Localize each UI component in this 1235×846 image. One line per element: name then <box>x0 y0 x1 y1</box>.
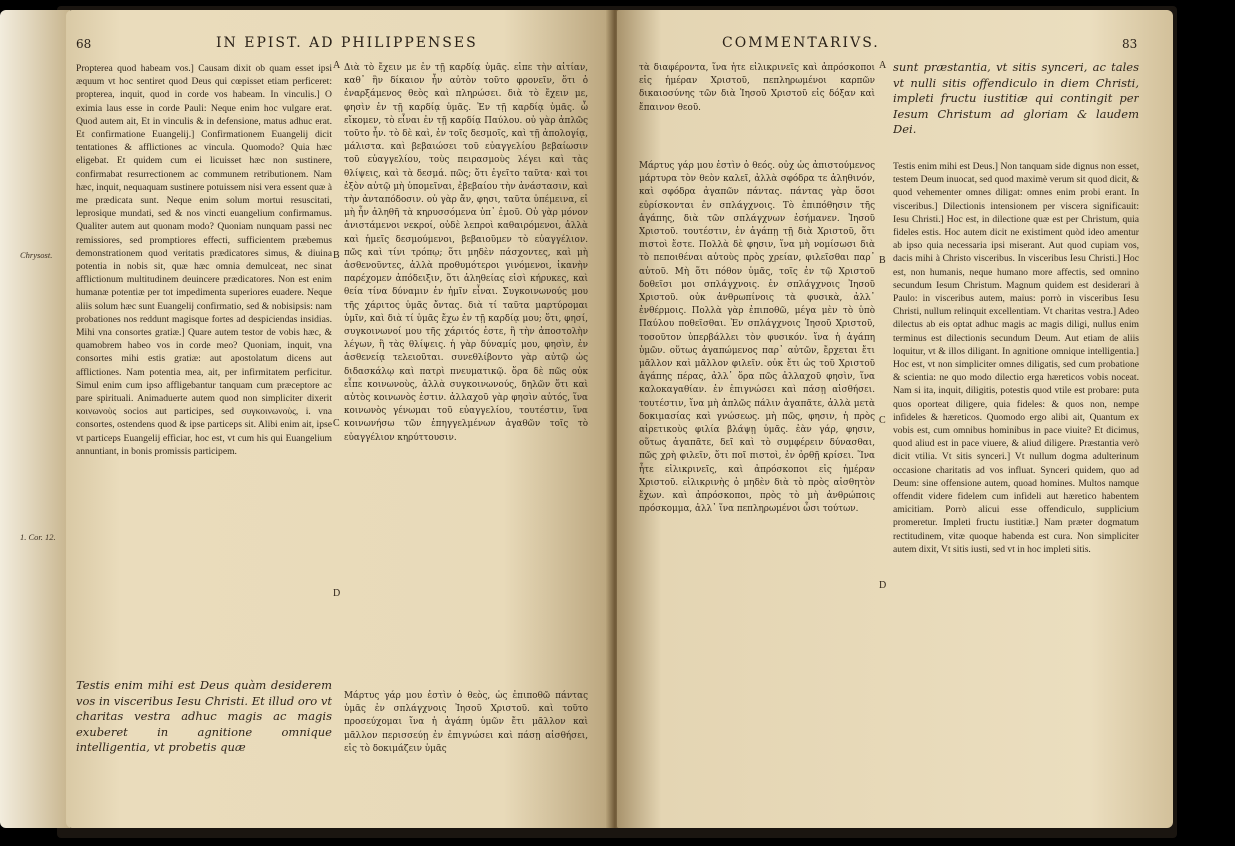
right-running-head: COMMENTARIVS. <box>722 35 880 51</box>
right-greek-column <box>639 160 875 820</box>
margin-note-chrysostom: Chrysost. <box>20 250 53 260</box>
margin-note-corinthians: 1. Cor. 12. <box>20 532 56 542</box>
right-latin-column <box>893 160 1139 820</box>
section-letter-b-right: B <box>879 255 886 266</box>
left-latin-text: Propterea quod habeam vos.] Causam dixit ob quam esset ipsi æquum vt hoc sentiret quod Deus qui cœpisset etiam perficeret: propterea, inquit, quod in corde vos habeam. In vinculis.] O eximia laus esse in corde Pauli: Neque enim hoc vulgare erat. Quod autem ait, Et in vinculis & in defensione, matus adhuc erat. Et confirmatione Euangelij.] Confirmationem Euangelij dicit tentationes & afflictiones ac vincula. Quomodo? Quia hæc eligebat. Et quidem cum ei licuisset hæc non sustinere, confirmabat resurrectionem ac communem retributionem. Nam hæc, inquit, nequaquam sustinere potuissem nisi vera essent quæ à me prædicata sunt. Neque enim solum mortui resuscitati, leprosique mundati, sed & nos vincti euangelium confirmamus. Qualiter autem aut quonam modo? Quoniam nunquam passi nec remissiores, sed promptiores effecti, sufficientem præbemus demonstrationem quod veritatis prædicatores simus, & diuina potentia in nobis sit, quæ hæc omnia demulceat, nec sinat afflictionum multitudinem deuincere prædicatores. Non est enim humanæ potentiæ per tot impedimenta superiores euadere. Neque aliis solum hæc sunt Euangelij confirmatio, sed & nobisipsis: nam probationes nos reddunt magisque fortes ad despiciendas insidias. Mihi vna consortes gratiæ.] Quare autem testor de vobis hæc, & quamobrem habeo vos in corde meo? Quoniam, inquit, vna consortes mihi estis gratiæ: aut apostolatum dicens aut afflictiones. Nam potentia mea, ait, per infirmitatem perficitur. Simul enim cum ipso affligebantur tanquam cum præceptore ac pare spirituali. Animaduerte autem quod non simpliciter dixerit κοινωνοὺς socios aut participes, sed συγκοινωνοὺς, i. vna consortes, ostendens quod & ipse particeps sit. Alibi enim ait, ipse vt particeps Euangelij efficiar, hoc est, vt cum his qui Euangelium annuntiant, in bonis promissis participem. <box>76 63 332 457</box>
right-page-number: 83 <box>1122 37 1138 51</box>
section-letter-d-left: D <box>333 588 341 599</box>
right-page <box>617 10 1173 828</box>
section-letter-c-left: C <box>333 418 340 429</box>
left-page-number: 68 <box>76 37 92 51</box>
section-letter-a-right: A <box>879 60 887 71</box>
left-latin-verse-text: Testis enim mihi est Deus quàm desiderem vos in visceribus Iesu Christi. Et illud oro vt charitas vestra adhuc magis ac magis exuberet in agnitione omnique intelligentia, vt probetis quæ <box>76 678 332 754</box>
right-greek-text: Μάρτυς γάρ μου ἐστὶν ὁ θεός. οὐχ ὡς ἀπιστούμενος μάρτυρα τὸν θεὸν καλεῖ, ἀλλὰ σφόδρα τε ἀληθινόν, καὶ σφόδρα ἀγαπῶν πάντας. πάντας γὰρ ὅσοι εὑρίσκονται ἐν σπλάγχνοις. Τὸ ἐπιπόθησιν τῆς ἀγάπης, διὰ τῶν σπλάγχνων ἐσήμανεν. Ἰησοῦ Χριστοῦ. τουτέστιν, ἐν ἀγάπῃ τῇ διὰ Χριστοῦ, ὅτι πιστοὶ ἔστε. Πολλὰ δὲ φησιν, ἵνα μὴ νομίσωσι διὰ τὸ πεποιθέναι αὐτοὺς πρὸς χρείαν, φιλεῖσθαι παρ᾽ αὐτοῦ. Μὴ ὅτι πόθον ὑμᾶς, τοῖς ἐν τῷ Χριστοῦ δοθεῖσι μοι σπλάγχνοις. ἐν σπλάγχνοις Ἰησοῦ Χριστοῦ. οὐκ ἀνθρωπίνοις τὰ φυσικὰ, ἀλλ᾽ ἐνθέρμοις. Πολλὰ γὰρ ἐπιποθῶ, μέγα μὲν τὸ ὑπὸ Παύλου ποθεῖσθαι. Ἐν σπλάγχνοις Ἰησοῦ Χριστοῦ, τοσοῦτον ὑπερβάλλει τὸν φυσικόν. ἵνα ἡ ἀγάπη ὑμῶν. οὕτως ἀγαπώμενος παρ᾽ αὐτῶν, ἔρχεται ἔτι μᾶλλον καὶ μᾶλλον φιλεῖν. οὐκ ἔτι ὡς τοῦ Χριστοῦ ἀγάπης πέρας, ἀλλ᾽ ὅρα πῶς ἀλλαχοῦ φησὶν, ἵνα καλοκαγαθίαν. ἐν ἐπιγνώσει καὶ πάσῃ αἰσθήσει. τουτέστιν, ἵνα μὴ ἁπλῶς πάλιν ἀγαπᾶτε, ἀλλὰ μετὰ δοκιμασίας καὶ γνώσεως. μὴ πῶς, φησιν, ἡ πρὸς αἱρετικοὺς φιλία βλάψῃ ὑμᾶς. ἐὰν γάρ, φησιν, οὕτως ἀγαπᾶτε, δεῖ καὶ τὸ συμφέρειν δύνασθαι, πῶς χρὴ φιλεῖν, ὅτι ποῖ πιστοὶ, ἐν ὀρθῇ κρίσει. Ἵνα ἦτε εἰλικρινεῖς, καὶ ἀπρόσκοποι εἰς ἡμέραν Χριστοῦ. εἰλικρινὴς ὁ μηδὲν διὰ τὸ πρὸς αἰσθητὸν ἔχων. καὶ ἀπρόσκοποι, πρὸς τὸ μὴ ἀνθρώποις πρόσκομμα, ἀλλ᾽ ἵνα πεπληρωμένοι ὦσι τούτων. <box>639 161 875 515</box>
right-greek-verse <box>639 62 875 138</box>
left-latin-column <box>76 62 332 660</box>
right-latin-verse <box>893 60 1139 150</box>
right-latin-text: Testis enim mihi est Deus.] Non tanquam side dignus non esset, testem Deum inuocat, sed quod maximè verum sit quod dicit, & quod vehementer omnes diligat: omnes enim probi erant. In visceribus.] Dilectionis intensionem per viscera significauit: Iesu Christi.] Hoc est, in dilectione quæ est per Christum, quia fideles estis. Hoc autem dicit ne existiment quòd ideo amentur ab ipso quia necessaria ipsi miserant. Aut quod cupiam vos, dacis mihi à Christo visceribus. In visceribus Iesu Christi.] Hoc est, non humanis, neque humano more affectis, sed omnino secundum Iesum Christum. Magnum quidem est desiderari à Paulo: in visceribus autem, maius: porrò in visceribus Iesu Christi, nullum relinquit excellentiam. Vt charitas vestra.] Adeo dilectus ab eis optat adhuc magis ac magis diligi, nullus enim terminus est dilectionis secundum Deum. Aut etiam de aliis loquitur, vt & illos diligant. In agnitione omnique intelligentia.] Hoc est, vt non simpliciter omnes diligatis, sed cum probatione & scientia: ne quo modo dilectio erga hæreticos vobis noceat. Nam si ita, inquit, diligitis, potestis quod vtile est probare: puta quos oporteat diligere, quia fideles: & quos non, nempe infideles & hæreticos. Quomodo ergo alibi ait, Quantum ex vobis est, cum omnibus hominibus in pace viuite? Et dicimus, quod aliud est in pace viuere, & aliud diligere. Præstantia verò dicit vtilia. Vt sitis synceri.] Vt nullum dogma adulterinum occasione charitatis ad vos influat. Synceri quidem, quo ad Deum: sine offensione autem, quoad homines. Multos namque offendit videre fidelem cum infideli aut hæretico habentem amicitiam. Porrò alicui esse offendiculo, supplicium promeretur. Impleti fructu iustitiæ.] Nam præter dogmatum rectitudinem, vitæ quoque habenda est cura. Non simpliciter autem dixit, Vt sitis iusti, sed vt in hoc impleti sitis. <box>893 161 1139 555</box>
left-greek-text: Διὰ τὸ ἔχειν με ἐν τῇ καρδίᾳ ὑμᾶς. εἶπε τὴν αἰτίαν, καθ᾽ ἣν δίκαιον ἦν αὐτὸν τοῦτο φρονεῖν, ὅτι ὁ ἐναρξάμενος θεὸς καὶ πληρώσει. διὰ τὸ ἔχειν με, φησὶν ἐν τῇ καρδίᾳ ὑμᾶς. Ἐν τῇ καρδίᾳ ὑμᾶς. ὦ εἴκομεν, τὸ εἶναι ἐν τῇ καρδίᾳ Παύλου. οὐ γὰρ ἁπλῶς τοῦτο ἦν. τὸ δὲ καὶ, ἐν τοῖς δεσμοῖς, καὶ τῇ ἀπολογίᾳ, μάλιστα. καὶ βεβαιώσει τοῦ εὐαγγελίου βεβαίωσιν τοῦ εὐαγγελίου, τοὺς πειρασμοὺς λέγει καὶ τὰς θλίψεις, καὶ τὰ δεσμά. πῶς; ὅτι ἐγεῖτο ταῦτα· καὶ τοι ἐξὸν αὐτῷ μὴ ὑπομεῖναι, ἐβεβαίου τὴν ἀνάστασιν, καὶ τὴν ἀνταπόδοσιν. οὐ γὰρ ἄν, φησι, ταῦτα ὑπέμεινα, εἰ μὴ ἦν ἀληθῆ τὰ κηρυσσόμενα ὑπ᾽ ἐμοῦ. Οὐ γὰρ μόνον ἀνιστάμενοι νεκροί, οὐδὲ λεπροὶ καθαιρόμενοι, ἀλλὰ καὶ ἡμεῖς δεσμούμενοι, βεβαιοῦμεν τὸ εὐαγγέλιον. πῶς καὶ τίνι τρόπῳ; ὅτι μηδὲν πάσχοντες, καὶ μὴ ἀσθενοῦντες, ἀλλὰ προθυμότεροι γινόμενοι, ἱκανὴν παρέχομεν ἀπόδειξιν, ὅτι ἀληθείας εἰσὶ κήρυκες, καὶ θεία τίνα δύναμιν ἐν ἡμῖν εἶναι. Συγκοινωνούς μου τῆς χάριτος ὑμᾶς ὄντας. διὰ τί ταῦτα μαρτύρομαι ὑμῖν, καὶ διὰ τί ὑμᾶς ἔχω ἐν τῇ καρδίᾳ μου; ὅτι, φησί, συγκοινωνοί μου τῆς χάριτός ἐστε, ἢ τὴν ἀποστολὴν λέγων, ἢ τὰς θλίψεις. ἡ γὰρ δύναμίς μου, φησὶν, ἐν ἀσθενείᾳ τελειοῦται. συνεθλίβοντο γὰρ αὐτῷ ὡς διδασκάλῳ καὶ πατρὶ πνευματικῷ. ὅρα δὲ πῶς οὐκ εἶπε κοινωνοὺς, ἀλλὰ συγκοινωνούς, δηλῶν ὅτι καὶ αὐτὸς κοινωνὸς ἐστιν. ἀλλαχοῦ γὰρ φησὶν αὐτός, ἵνα κοινωνὸς γένωμαι τοῦ εὐαγγελίου, τουτέστιν, ἵνα κοινωνήσω τῶν ἐπηγγελμένων ἀγαθῶν τοῖς τὸ εὐαγγέλιον κηρύττουσιν. <box>344 63 588 443</box>
left-latin-verse <box>76 678 332 818</box>
section-letter-b-left: B <box>333 250 340 261</box>
left-running-head: IN EPIST. AD PHILIPPENSES <box>216 35 478 51</box>
left-greek-verse-text: Μάρτυς γάρ μου ἐστὶν ὁ θεὸς, ὡς ἐπιποθῶ πάντας ὑμᾶς ἐν σπλάγχνοις Ἰησοῦ Χριστοῦ. καὶ τοῦτο προσεύχομαι ἵνα ἡ ἀγάπη ὑμῶν ἔτι μᾶλλον καὶ μᾶλλον περισσεύῃ ἐν ἐπιγνώσει καὶ πάσῃ αἰσθήσει, εἰς τὸ δοκιμάζειν ὑμᾶς <box>344 691 588 754</box>
right-greek-verse-text: τὰ διαφέροντα, ἵνα ἦτε εἰλικρινεῖς καὶ ἀπρόσκοποι εἰς ἡμέραν Χριστοῦ, πεπληρωμένοι καρπῶν δικαιοσύνης τῶν διὰ Ἰησοῦ Χριστοῦ εἰς δόξαν καὶ ἔπαινον θεοῦ. <box>639 63 875 113</box>
right-latin-verse-text: sunt præstantia, vt sitis synceri, ac tales vt nulli sitis offendiculo in diem Christi, impleti fructu iustitiæ qui contingit per Iesum Christum ad gloriam & laudem Dei. <box>893 60 1139 136</box>
section-letter-d-right: D <box>879 580 887 591</box>
left-page <box>66 10 613 828</box>
section-letter-c-right: C <box>879 415 886 426</box>
left-greek-column <box>344 62 588 682</box>
left-greek-verse <box>344 690 588 818</box>
section-letter-a-left: A <box>333 60 341 71</box>
left-page-edge <box>0 10 70 828</box>
